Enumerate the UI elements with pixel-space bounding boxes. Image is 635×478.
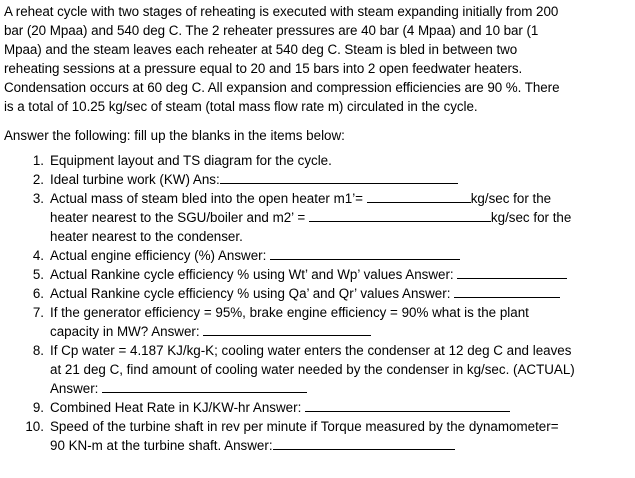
intro-line-5: Condensation occurs at 60 deg C. All expansion and compression efficiencies are 90 %. There — [4, 80, 560, 95]
question-3-unit-b: kg/sec for the — [490, 210, 572, 225]
question-8-text-a: If Cp water = 4.187 KJ/kg-K; cooling water enters the condenser at 12 deg C and leaves — [50, 343, 572, 358]
question-2 — [50, 170, 631, 189]
answer-blank-q4[interactable] — [270, 246, 460, 260]
answer-blank-q3-m2[interactable] — [309, 208, 491, 222]
question-10 — [50, 417, 631, 455]
question-8-text-c: Answer: — [50, 381, 99, 396]
question-6 — [50, 284, 631, 303]
problem-statement — [4, 2, 631, 116]
question-10-text-a: Speed of the turbine shaft in rev per minute if Torque measured by the dynamometer= — [50, 419, 559, 434]
question-10-text-b: 90 KN-m at the turbine shaft. Answer: — [50, 438, 273, 453]
question-1 — [50, 151, 631, 170]
question-7 — [50, 303, 631, 341]
question-3-text-c: heater nearest to the condenser. — [50, 229, 243, 244]
answer-blank-q7[interactable] — [203, 322, 371, 336]
answer-blank-q5[interactable] — [457, 265, 567, 279]
question-9-text: Combined Heat Rate in KJ/KW-hr Answer: — [50, 400, 302, 415]
question-5 — [50, 265, 631, 284]
question-9 — [50, 398, 631, 417]
question-6-text: Actual Rankine cycle efficiency % using Qa’ and Qr’ values Answer: — [50, 286, 451, 301]
intro-line-2: bar (20 Mpaa) and 540 deg C. The 2 reheater pressures are 40 bar (4 Mpaa) and 10 bar (1 — [4, 23, 539, 38]
question-4 — [50, 246, 631, 265]
answer-blank-q3-m1[interactable] — [367, 189, 471, 203]
intro-line-1: A reheat cycle with two stages of reheating is executed with steam expanding initially from 200 — [4, 4, 559, 19]
intro-line-4: reheating sessions at a pressure equal to 20 and 15 bars into 2 open feedwater heaters. — [4, 61, 523, 76]
answer-blank-q6[interactable] — [454, 284, 560, 298]
question-3-text-a: Actual mass of steam bled into the open heater m1’= — [50, 191, 363, 206]
question-5-text: Actual Rankine cycle efficiency % using Wt’ and Wp’ values Answer: — [50, 267, 454, 282]
question-7-text-b: capacity in MW? Answer: — [50, 324, 200, 339]
question-2-text: Ideal turbine work (KW) Ans: — [50, 172, 220, 187]
question-3 — [50, 189, 631, 246]
answer-blank-q10[interactable] — [273, 436, 455, 450]
answer-blank-q8[interactable] — [102, 379, 307, 393]
question-1-text: Equipment layout and TS diagram for the cycle. — [50, 153, 332, 168]
question-8-text-b: at 21 deg C, find amount of cooling water needed by the condenser in kg/sec. (ACTUAL) — [50, 362, 575, 377]
intro-line-6: is a total of 10.25 kg/sec of steam (total mass flow rate m) circulated in the cycle. — [4, 99, 478, 114]
question-3-text-b: heater nearest to the SGU/boiler and m2’ = — [50, 210, 306, 225]
intro-line-3: Mpaa) and the steam leaves each reheater at 540 deg C. Steam is bled in between two — [4, 42, 518, 57]
answer-blank-q9[interactable] — [305, 398, 510, 412]
question-4-text: Actual engine efficiency (%) Answer: — [50, 248, 267, 263]
answer-blank-q2[interactable] — [220, 170, 458, 184]
question-list — [4, 151, 631, 455]
question-3-unit-a: kg/sec for the — [470, 191, 552, 206]
instructions: Answer the following: fill up the blanks in the items below: — [4, 128, 345, 143]
question-8 — [50, 341, 631, 398]
question-7-text-a: If the generator efficiency = 95%, brake engine efficiency = 90% what is the plant — [50, 305, 529, 320]
